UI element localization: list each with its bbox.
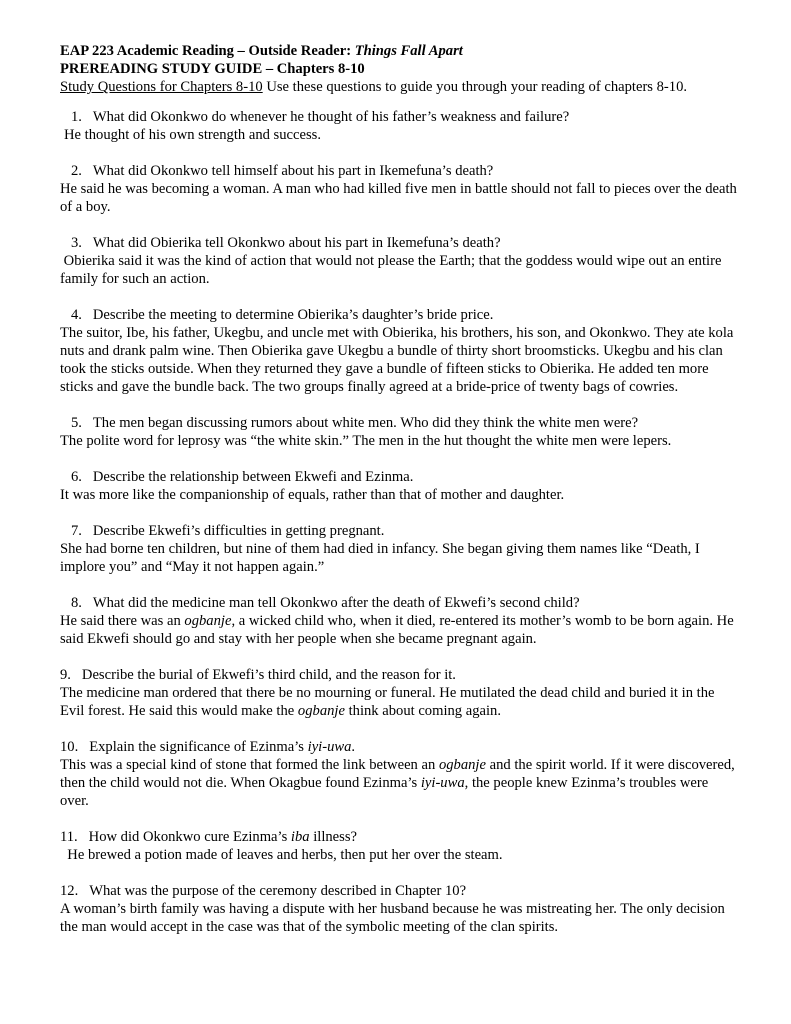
answer-text: She had borne ten children, but nine of them had died in infancy. She began giving them names like “Death, I implore you” and “May it not happen again.” — [60, 541, 700, 575]
question-text: 6. Describe the relationship between Ekwefi and Ezinma. — [70, 469, 414, 485]
question-text: 1. What did Okonkwo do whenever he thought of his father’s weakness and failure? — [70, 109, 570, 125]
question-1 — [60, 108, 740, 144]
instructions-text: Use these questions to guide you through your reading of chapters 8-10. — [262, 79, 688, 95]
question-8 — [60, 594, 740, 648]
answer-text: The medicine man ordered that there be no mourning or funeral. He mutilated the dead child and buried it in the Evil forest. He said this would make the ogbanje think about coming again. — [60, 685, 715, 719]
course-title: EAP 223 Academic Reading – Outside Reader: — [60, 43, 355, 59]
question-11 — [60, 828, 740, 864]
answer-text: This was a special kind of stone that formed the link between an ogbanje and the spirit world. If it were discovered, then the child would not die. When Okagbue found Ezinma’s iyi-uwa, the people knew Ezinma’s troubles were over. — [60, 757, 735, 809]
question-text: 9. Describe the burial of Ekwefi’s third child, and the reason for it. — [60, 667, 456, 683]
instructions — [60, 78, 740, 96]
question-text: 4. Describe the meeting to determine Obierika’s daughter’s bride price. — [70, 307, 494, 323]
question-12 — [60, 882, 740, 936]
question-text: 3. What did Obierika tell Okonkwo about his part in Ikemefuna’s death? — [70, 235, 501, 251]
answer-text: He thought of his own strength and success. — [64, 127, 321, 143]
book-title: Things Fall Apart — [354, 43, 463, 59]
question-6 — [60, 468, 740, 504]
question-7 — [60, 522, 740, 576]
question-text: 11. How did Okonkwo cure Ezinma’s iba illness? — [60, 829, 357, 845]
question-9 — [60, 666, 740, 720]
question-text: 12. What was the purpose of the ceremony described in Chapter 10? — [60, 883, 467, 899]
question-text: 2. What did Okonkwo tell himself about his part in Ikemefuna’s death? — [70, 163, 494, 179]
question-4 — [60, 306, 740, 396]
answer-text: It was more like the companionship of equals, rather than that of mother and daughter. — [60, 487, 565, 503]
answer-text: He said there was an ogbanje, a wicked child who, when it died, re-entered its mother’s womb to be born again. He said Ekwefi should go and stay with her people when she became pregnant again. — [60, 613, 734, 647]
document-title — [60, 42, 740, 60]
question-text: 5. The men began discussing rumors about white men. Who did they think the white men were? — [70, 415, 639, 431]
question-3 — [60, 234, 740, 288]
question-text: 8. What did the medicine man tell Okonkwo after the death of Ekwefi’s second child? — [70, 595, 580, 611]
answer-text: Obierika said it was the kind of action that would not please the Earth; that the goddess would wipe out an entire family for such an action. — [60, 253, 722, 287]
guide-title: PREREADING STUDY GUIDE – Chapters 8-10 — [60, 61, 365, 77]
question-2 — [60, 162, 740, 216]
question-text: 10. Explain the significance of Ezinma’s iyi-uwa. — [60, 739, 356, 755]
answer-text: He said he was becoming a woman. A man who had killed five men in battle should not fall to pieces over the death of a boy. — [60, 181, 737, 215]
study-guide-page — [60, 42, 740, 954]
instructions-heading: Study Questions for Chapters 8-10 — [60, 79, 263, 95]
answer-text: The polite word for leprosy was “the white skin.” The men in the hut thought the white men were lepers. — [60, 433, 672, 449]
answer-text: A woman’s birth family was having a dispute with her husband because he was mistreating her. The only decision the man would accept in the case was that of the symbolic meeting of the clan spirits. — [60, 901, 725, 935]
answer-text: He brewed a potion made of leaves and herbs, then put her over the steam. — [67, 847, 503, 863]
question-text: 7. Describe Ekwefi’s difficulties in getting pregnant. — [70, 523, 385, 539]
answer-text: The suitor, Ibe, his father, Ukegbu, and uncle met with Obierika, his brothers, his son, and Okonkwo. They ate kola nuts and drank palm wine. Then Obierika gave Ukegbu a bundle of thirty short broomsticks. Ukegbu and his clan took the sticks outside. When they returned they gave a bundle of fifteen sticks to Obierika. He added ten more sticks and gave the bundle back. The two groups finally agreed at a bride-price of twenty bags of cowries. — [60, 325, 734, 395]
question-10 — [60, 738, 740, 810]
question-5 — [60, 414, 740, 450]
